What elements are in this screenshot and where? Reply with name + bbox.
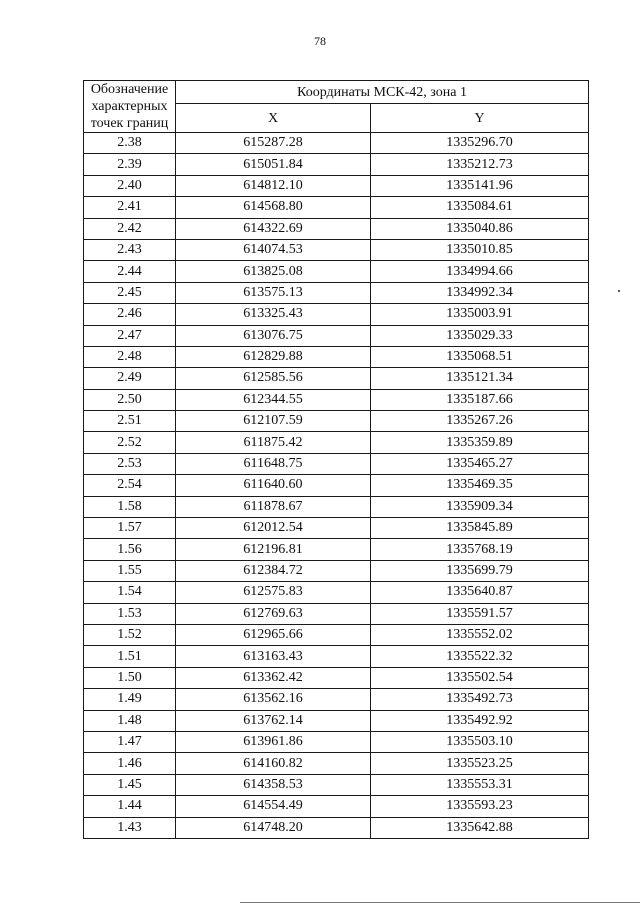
point-label-cell: 2.54 — [84, 475, 176, 496]
point-label-cell: 1.57 — [84, 518, 176, 539]
coordinates-table — [83, 80, 589, 839]
point-label-cell: 2.40 — [84, 175, 176, 196]
x-coordinate-cell: 612829.88 — [176, 346, 371, 367]
x-coordinate-cell: 613163.43 — [176, 646, 371, 667]
y-coordinate-cell: 1335084.61 — [371, 197, 589, 218]
page-number: 78 — [314, 34, 326, 48]
x-coordinate-cell: 614554.49 — [176, 796, 371, 817]
point-label-cell: 2.44 — [84, 261, 176, 282]
x-coordinate-cell: 615287.28 — [176, 133, 371, 154]
table-row — [84, 261, 589, 282]
y-coordinate-cell: 1335552.02 — [371, 624, 589, 645]
y-coordinate-cell: 1335187.66 — [371, 389, 589, 410]
y-coordinate-cell: 1335465.27 — [371, 453, 589, 474]
point-label-cell: 1.54 — [84, 582, 176, 603]
y-coordinate-cell: 1335296.70 — [371, 133, 589, 154]
coordinates-column-header: Координаты МСК-42, зона 1 — [176, 81, 589, 104]
x-coordinate-cell: 611875.42 — [176, 432, 371, 453]
table-row — [84, 368, 589, 389]
table-row — [84, 453, 589, 474]
x-coordinate-cell: 612384.72 — [176, 560, 371, 581]
x-coordinate-cell: 613562.16 — [176, 689, 371, 710]
point-label-cell: 1.52 — [84, 624, 176, 645]
point-label-cell: 1.56 — [84, 539, 176, 560]
x-coordinate-cell: 613076.75 — [176, 325, 371, 346]
x-coordinate-cell: 612575.83 — [176, 582, 371, 603]
point-label-cell: 1.46 — [84, 753, 176, 774]
y-coordinate-cell: 1335502.54 — [371, 667, 589, 688]
y-coordinate-cell: 1335492.92 — [371, 710, 589, 731]
point-label-cell: 1.49 — [84, 689, 176, 710]
point-label-cell: 1.53 — [84, 603, 176, 624]
scan-edge-line — [240, 902, 640, 903]
point-label-cell: 2.42 — [84, 218, 176, 239]
point-label-cell: 2.49 — [84, 368, 176, 389]
y-coordinate-cell: 1335010.85 — [371, 239, 589, 260]
x-coordinate-cell: 614358.53 — [176, 774, 371, 795]
x-coordinate-cell: 612965.66 — [176, 624, 371, 645]
y-coordinate-cell: 1335267.26 — [371, 411, 589, 432]
y-coordinate-cell: 1335591.57 — [371, 603, 589, 624]
table-row — [84, 624, 589, 645]
y-coordinate-cell: 1335593.23 — [371, 796, 589, 817]
point-label-cell: 1.50 — [84, 667, 176, 688]
point-label-cell: 1.47 — [84, 731, 176, 752]
y-column-header: Y — [371, 104, 589, 133]
x-coordinate-cell: 612196.81 — [176, 539, 371, 560]
point-label-cell: 1.45 — [84, 774, 176, 795]
table-row — [84, 133, 589, 154]
y-coordinate-cell: 1335040.86 — [371, 218, 589, 239]
table-row — [84, 796, 589, 817]
x-coordinate-cell: 613362.42 — [176, 667, 371, 688]
x-coordinate-cell: 613575.13 — [176, 282, 371, 303]
x-coordinate-cell: 611640.60 — [176, 475, 371, 496]
point-label-cell: 1.43 — [84, 817, 176, 838]
table-row — [84, 218, 589, 239]
table-row — [84, 710, 589, 731]
table-row — [84, 175, 589, 196]
y-coordinate-cell: 1335553.31 — [371, 774, 589, 795]
table-row — [84, 667, 589, 688]
table-row — [84, 560, 589, 581]
table-row — [84, 411, 589, 432]
table-row — [84, 539, 589, 560]
point-label-cell: 2.43 — [84, 239, 176, 260]
x-coordinate-cell: 611878.67 — [176, 496, 371, 517]
point-label-cell: 2.39 — [84, 154, 176, 175]
point-label-cell: 2.38 — [84, 133, 176, 154]
x-coordinate-cell: 613325.43 — [176, 304, 371, 325]
y-coordinate-cell: 1335121.34 — [371, 368, 589, 389]
table-row — [84, 753, 589, 774]
x-coordinate-cell: 612585.56 — [176, 368, 371, 389]
x-coordinate-cell: 614748.20 — [176, 817, 371, 838]
table-row — [84, 282, 589, 303]
point-label-cell: 1.48 — [84, 710, 176, 731]
y-coordinate-cell: 1335909.34 — [371, 496, 589, 517]
point-label-cell: 2.53 — [84, 453, 176, 474]
point-label-cell: 2.47 — [84, 325, 176, 346]
y-coordinate-cell: 1335699.79 — [371, 560, 589, 581]
table-row — [84, 304, 589, 325]
y-coordinate-cell: 1335503.10 — [371, 731, 589, 752]
x-coordinate-cell: 612012.54 — [176, 518, 371, 539]
x-coordinate-cell: 614568.80 — [176, 197, 371, 218]
table-header — [84, 81, 589, 133]
x-coordinate-cell: 614322.69 — [176, 218, 371, 239]
y-coordinate-cell: 1334994.66 — [371, 261, 589, 282]
table-row — [84, 475, 589, 496]
point-label-cell: 2.41 — [84, 197, 176, 218]
x-coordinate-cell: 612107.59 — [176, 411, 371, 432]
table-row — [84, 582, 589, 603]
y-coordinate-cell: 1335522.32 — [371, 646, 589, 667]
y-coordinate-cell: 1335212.73 — [371, 154, 589, 175]
y-coordinate-cell: 1335640.87 — [371, 582, 589, 603]
x-coordinate-cell: 614074.53 — [176, 239, 371, 260]
x-coordinate-cell: 611648.75 — [176, 453, 371, 474]
y-coordinate-cell: 1335492.73 — [371, 689, 589, 710]
table-row — [84, 346, 589, 367]
point-label-cell: 1.55 — [84, 560, 176, 581]
y-coordinate-cell: 1335642.88 — [371, 817, 589, 838]
table-row — [84, 731, 589, 752]
table-row — [84, 774, 589, 795]
y-coordinate-cell: 1335523.25 — [371, 753, 589, 774]
y-coordinate-cell: 1335359.89 — [371, 432, 589, 453]
scan-speck — [618, 290, 620, 292]
x-coordinate-cell: 615051.84 — [176, 154, 371, 175]
point-label-cell: 2.48 — [84, 346, 176, 367]
table-row — [84, 603, 589, 624]
table-row — [84, 518, 589, 539]
table-row — [84, 817, 589, 838]
table-row — [84, 197, 589, 218]
y-coordinate-cell: 1335141.96 — [371, 175, 589, 196]
point-label-cell: 1.58 — [84, 496, 176, 517]
x-coordinate-cell: 613825.08 — [176, 261, 371, 282]
x-coordinate-cell: 614160.82 — [176, 753, 371, 774]
x-coordinate-cell: 613762.14 — [176, 710, 371, 731]
table-row — [84, 389, 589, 410]
y-coordinate-cell: 1335029.33 — [371, 325, 589, 346]
point-label-cell: 2.46 — [84, 304, 176, 325]
table-row — [84, 154, 589, 175]
y-coordinate-cell: 1335003.91 — [371, 304, 589, 325]
y-coordinate-cell: 1335768.19 — [371, 539, 589, 560]
y-coordinate-cell: 1335469.35 — [371, 475, 589, 496]
y-coordinate-cell: 1335068.51 — [371, 346, 589, 367]
x-coordinate-cell: 612344.55 — [176, 389, 371, 410]
point-label-cell: 2.51 — [84, 411, 176, 432]
table-row — [84, 432, 589, 453]
table-row — [84, 646, 589, 667]
point-label-cell: 1.51 — [84, 646, 176, 667]
table-row — [84, 325, 589, 346]
table-row — [84, 239, 589, 260]
point-label-cell: 2.45 — [84, 282, 176, 303]
y-coordinate-cell: 1335845.89 — [371, 518, 589, 539]
x-coordinate-cell: 614812.10 — [176, 175, 371, 196]
x-column-header: X — [176, 104, 371, 133]
point-label-cell: 2.52 — [84, 432, 176, 453]
table-row — [84, 496, 589, 517]
x-coordinate-cell: 612769.63 — [176, 603, 371, 624]
label-column-header: Обозначение характерных точек границ — [84, 81, 176, 133]
table-body — [84, 133, 589, 839]
y-coordinate-cell: 1334992.34 — [371, 282, 589, 303]
point-label-cell: 1.44 — [84, 796, 176, 817]
x-coordinate-cell: 613961.86 — [176, 731, 371, 752]
table-row — [84, 689, 589, 710]
point-label-cell: 2.50 — [84, 389, 176, 410]
